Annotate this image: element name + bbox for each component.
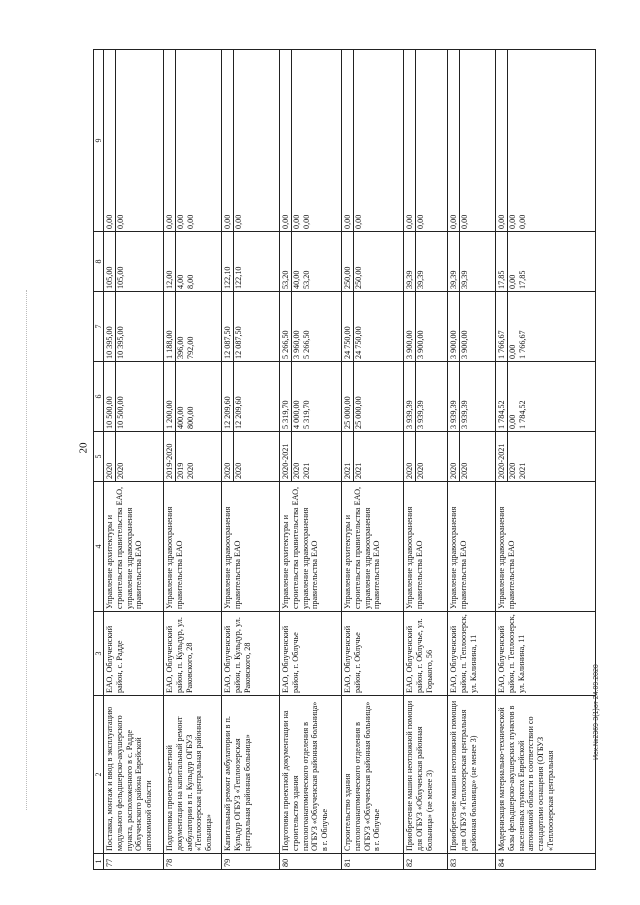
- executor-cell: Управление здравоохранения правительства ЕАО: [496, 482, 596, 612]
- federal-funds-cell: [104, 292, 164, 362]
- value-line: 4 000,00: [291, 362, 302, 431]
- value-line: 1 766,67: [497, 330, 507, 359]
- object-name-cell: Строительство здания патологоанатомического отделения в ОГБУЗ «Облученская районная больница» в г. Облучье: [342, 696, 404, 854]
- value-line: 800,00: [185, 406, 195, 429]
- executor-cell: Управление архитектуры и строительства правительства ЕАО, управление здравоохранения правительства ЕАО: [104, 482, 164, 612]
- value-line: 2020: [115, 432, 126, 481]
- value-line: 0,00: [507, 232, 518, 291]
- object-name-cell: Приобретение машин неотложной помощи для ОГБУЗ «Облученская районная больница» (не менее 3): [404, 696, 448, 854]
- total-cell: [280, 362, 342, 432]
- value-line: 0,00: [497, 214, 507, 229]
- other-funds-cell: [342, 50, 404, 232]
- federal-funds-cell: [164, 292, 222, 362]
- table-row: [448, 50, 496, 870]
- value-line: 3 900,00: [405, 330, 415, 359]
- object-name-cell: Модернизация материально-технической базы фельдшерско-акушерских пунктов в населенных пунктах Еврейской автономной области в соответствии со стандартами оснащения (ОГБУЗ «Теплоозерская центральная: [496, 696, 596, 854]
- value-line: 0,00: [281, 214, 291, 229]
- rotated-table-container: [93, 50, 635, 870]
- value-line: 39,39: [405, 270, 415, 289]
- regional-funds-cell: [280, 232, 342, 292]
- other-funds-cell: [280, 50, 342, 232]
- value-line: 3 900,00: [415, 292, 426, 361]
- location-cell: ЕАО, Облученский район, п. Кульдур, ул. Раковского, 28: [222, 612, 280, 696]
- location-cell: ЕАО, Облученский район, с. Радде: [104, 612, 164, 696]
- value-line: 12 087,50: [233, 292, 244, 361]
- value-line: 17,85: [497, 270, 507, 289]
- table-row: [342, 50, 404, 870]
- value-line: 10 395,00: [105, 326, 115, 359]
- value-line: 0,00: [517, 214, 527, 229]
- value-line: 2020: [415, 432, 426, 481]
- executor-cell: Управление здравоохранения правительства ЕАО: [448, 482, 496, 612]
- location-cell: ЕАО, Облученский район, г. Облучье: [342, 612, 404, 696]
- row-number-cell: 77: [104, 854, 164, 870]
- executor-cell: Управление архитектуры и строительства правительства ЕАО, управление здравоохранения правительства ЕАО: [280, 482, 342, 612]
- value-line: 2020: [291, 432, 302, 481]
- years-cell: [222, 432, 280, 482]
- value-line: 2020: [185, 462, 195, 479]
- federal-funds-cell: [280, 292, 342, 362]
- value-line: 250,00: [353, 232, 364, 291]
- federal-funds-cell: [496, 292, 596, 362]
- federal-funds-cell: [404, 292, 448, 362]
- value-line: 0,00: [115, 50, 126, 231]
- location-cell: ЕАО, Облученский район, п. Теплоозерск, ул. Калинина, 11: [496, 612, 596, 696]
- value-line: 0,00: [343, 214, 353, 229]
- other-funds-cell: [496, 50, 596, 232]
- row-number-cell: 81: [342, 854, 404, 870]
- regional-funds-cell: [448, 232, 496, 292]
- value-line: 12 087,50: [223, 326, 233, 359]
- total-cell: [104, 362, 164, 432]
- value-line: 10 500,00: [105, 396, 115, 429]
- federal-funds-cell: [222, 292, 280, 362]
- value-line: 5 319,70: [281, 400, 291, 429]
- object-name-cell: Подготовка проектной документации на строительство здания патологоанатомического отделения в ОГБУЗ «Облученская районная больница» в г. Облучье: [280, 696, 342, 854]
- years-cell: [404, 432, 448, 482]
- other-funds-cell: [404, 50, 448, 232]
- value-line: 3 900,00: [449, 330, 459, 359]
- value-line: 0,00: [415, 50, 426, 231]
- years-cell: [104, 432, 164, 482]
- value-line: 2021: [343, 462, 353, 479]
- value-line: 0,00: [185, 214, 195, 229]
- value-line: 0,00: [507, 292, 518, 361]
- value-line: 3 939,39: [449, 400, 459, 429]
- value-line: 0,00: [301, 214, 311, 229]
- value-line: 12 209,60: [233, 362, 244, 431]
- value-line: 0,00: [233, 50, 244, 231]
- value-line: 0,00: [405, 214, 415, 229]
- total-cell: [404, 362, 448, 432]
- value-line: 53,20: [281, 270, 291, 289]
- regional-funds-cell: [222, 232, 280, 292]
- value-line: 105,00: [105, 266, 115, 289]
- table-row: [222, 50, 280, 870]
- table-row: [404, 50, 448, 870]
- location-cell: ЕАО, Облученский район, п. Теплоозерск, ул. Калинина, 11: [448, 612, 496, 696]
- value-line: 0,00: [105, 214, 115, 229]
- value-line: 2020-2021: [281, 443, 291, 479]
- value-line: 3 900,00: [459, 292, 470, 361]
- value-line: 0,00: [175, 50, 186, 231]
- value-line: 2020-2021: [497, 443, 507, 479]
- value-line: 2021: [517, 462, 527, 479]
- document-stamp: Исх.№2369-3(1)от 24.09.2020: [593, 664, 600, 760]
- location-cell: ЕАО, Облученский район, г. Облучье, ул. Горького, 56: [404, 612, 448, 696]
- object-name-cell: Приобретение машин неотложной помощи для ОГБУЗ «Теплоозерская центральная районная больница» (не менее 3): [448, 696, 496, 854]
- row-number-cell: 79: [222, 854, 280, 870]
- value-line: 2020: [233, 432, 244, 481]
- value-line: 2020: [449, 462, 459, 479]
- regional-funds-cell: [404, 232, 448, 292]
- executor-cell: Управление здравоохранения правительства ЕАО: [404, 482, 448, 612]
- value-line: 0,00: [223, 214, 233, 229]
- federal-funds-cell: [448, 292, 496, 362]
- value-line: 5 266,50: [281, 330, 291, 359]
- value-line: 0,00: [459, 50, 470, 231]
- program-table: [93, 49, 596, 870]
- location-cell: ЕАО, Облученский район, г. Облучье: [280, 612, 342, 696]
- value-line: 0,00: [165, 214, 175, 229]
- executor-cell: Управление здравоохранения правительства ЕАО: [164, 482, 222, 612]
- value-line: 2021: [353, 432, 364, 481]
- value-line: 1 188,00: [165, 330, 175, 359]
- header-cell: 1: [94, 854, 104, 870]
- value-line: 17,85: [517, 270, 527, 289]
- value-line: 1 200,00: [165, 400, 175, 429]
- table-header-row: [94, 50, 104, 870]
- table-body: [94, 50, 596, 870]
- value-line: 2019: [175, 432, 186, 481]
- value-line: 0,00: [507, 50, 518, 231]
- value-line: 0,00: [291, 50, 302, 231]
- executor-cell: Управление архитектуры и строительства правительства ЕАО, управление здравоохранения правительства ЕАО: [342, 482, 404, 612]
- header-cell: 5: [94, 432, 104, 482]
- value-line: 1 784,52: [497, 400, 507, 429]
- federal-funds-cell: [342, 292, 404, 362]
- other-funds-cell: [448, 50, 496, 232]
- object-name-cell: Поставка, монтаж и ввод в эксплуатацию модульного фельдшерско-акушерского пункта, расположенного в с. Радде Облученского района Еврейской автономной области: [104, 696, 164, 854]
- regional-funds-cell: [496, 232, 596, 292]
- table-row: [280, 50, 342, 870]
- value-line: 3 960,00: [291, 292, 302, 361]
- value-line: 24 750,00: [343, 326, 353, 359]
- value-line: 1 784,52: [517, 400, 527, 429]
- years-cell: [342, 432, 404, 482]
- row-number-cell: 83: [448, 854, 496, 870]
- value-line: 12 209,60: [223, 396, 233, 429]
- regional-funds-cell: [342, 232, 404, 292]
- value-line: 250,00: [343, 266, 353, 289]
- total-cell: [222, 362, 280, 432]
- other-funds-cell: [104, 50, 164, 232]
- header-cell: 6: [94, 362, 104, 432]
- total-cell: [164, 362, 222, 432]
- value-line: 5 266,50: [301, 330, 311, 359]
- value-line: 39,39: [415, 232, 426, 291]
- value-line: 122,10: [223, 266, 233, 289]
- value-line: 2020: [223, 462, 233, 479]
- header-cell: 7: [94, 292, 104, 362]
- value-line: 122,10: [233, 232, 244, 291]
- value-line: 105,00: [115, 232, 126, 291]
- total-cell: [448, 362, 496, 432]
- years-cell: [496, 432, 596, 482]
- value-line: 39,39: [459, 232, 470, 291]
- value-line: 400,00: [175, 362, 186, 431]
- binding-margin-marks: [26, 290, 33, 810]
- value-line: 2021: [301, 462, 311, 479]
- value-line: 0,00: [507, 362, 518, 431]
- total-cell: [496, 362, 596, 432]
- executor-cell: Управление здравоохранения правительства ЕАО: [222, 482, 280, 612]
- value-line: 39,39: [449, 270, 459, 289]
- value-line: 2019-2020: [165, 443, 175, 479]
- value-line: 5 319,70: [301, 400, 311, 429]
- value-line: 3 939,39: [405, 400, 415, 429]
- value-line: 10 395,00: [115, 292, 126, 361]
- row-number-cell: 78: [164, 854, 222, 870]
- value-line: 10 500,00: [115, 362, 126, 431]
- value-line: 2020: [105, 462, 115, 479]
- value-line: 40,00: [291, 232, 302, 291]
- value-line: 12,00: [165, 270, 175, 289]
- header-cell: 2: [94, 696, 104, 854]
- value-line: 8,00: [185, 274, 195, 289]
- row-number-cell: 82: [404, 854, 448, 870]
- value-line: 24 750,00: [353, 292, 364, 361]
- object-name-cell: Подготовка проектно-сметной документации на капитальный ремонт амбулатории в п. Кульдур ОГБУЗ «Теплоозерская центральная районная больница»: [164, 696, 222, 854]
- years-cell: [280, 432, 342, 482]
- regional-funds-cell: [104, 232, 164, 292]
- table-row: [496, 50, 596, 870]
- object-name-cell: Капитальный ремонт амбулатории в п. Кульдур ОГБУЗ «Теплоозерская центральная районная больница»: [222, 696, 280, 854]
- years-cell: [164, 432, 222, 482]
- header-cell: 4: [94, 482, 104, 612]
- location-cell: ЕАО, Облученский район, п. Кульдур, ул. Раковского, 28: [164, 612, 222, 696]
- value-line: 792,00: [185, 336, 195, 359]
- header-cell: 3: [94, 612, 104, 696]
- value-line: 25 000,00: [343, 396, 353, 429]
- total-cell: [342, 362, 404, 432]
- value-line: 4,00: [175, 232, 186, 291]
- page-number: 20: [77, 442, 90, 454]
- table-row: [104, 50, 164, 870]
- value-line: 2020: [507, 432, 518, 481]
- table-row: [164, 50, 222, 870]
- value-line: 2020: [459, 432, 470, 481]
- row-number-cell: 84: [496, 854, 596, 870]
- value-line: 2020: [405, 462, 415, 479]
- years-cell: [448, 432, 496, 482]
- value-line: 3 939,39: [459, 362, 470, 431]
- value-line: 0,00: [353, 50, 364, 231]
- value-line: 0,00: [449, 214, 459, 229]
- value-line: 1 766,67: [517, 330, 527, 359]
- header-cell: 9: [94, 50, 104, 232]
- other-funds-cell: [222, 50, 280, 232]
- header-cell: 8: [94, 232, 104, 292]
- value-line: 53,20: [301, 270, 311, 289]
- value-line: 25 000,00: [353, 362, 364, 431]
- regional-funds-cell: [164, 232, 222, 292]
- value-line: 396,00: [175, 292, 186, 361]
- row-number-cell: 80: [280, 854, 342, 870]
- other-funds-cell: [164, 50, 222, 232]
- value-line: 3 939,39: [415, 362, 426, 431]
